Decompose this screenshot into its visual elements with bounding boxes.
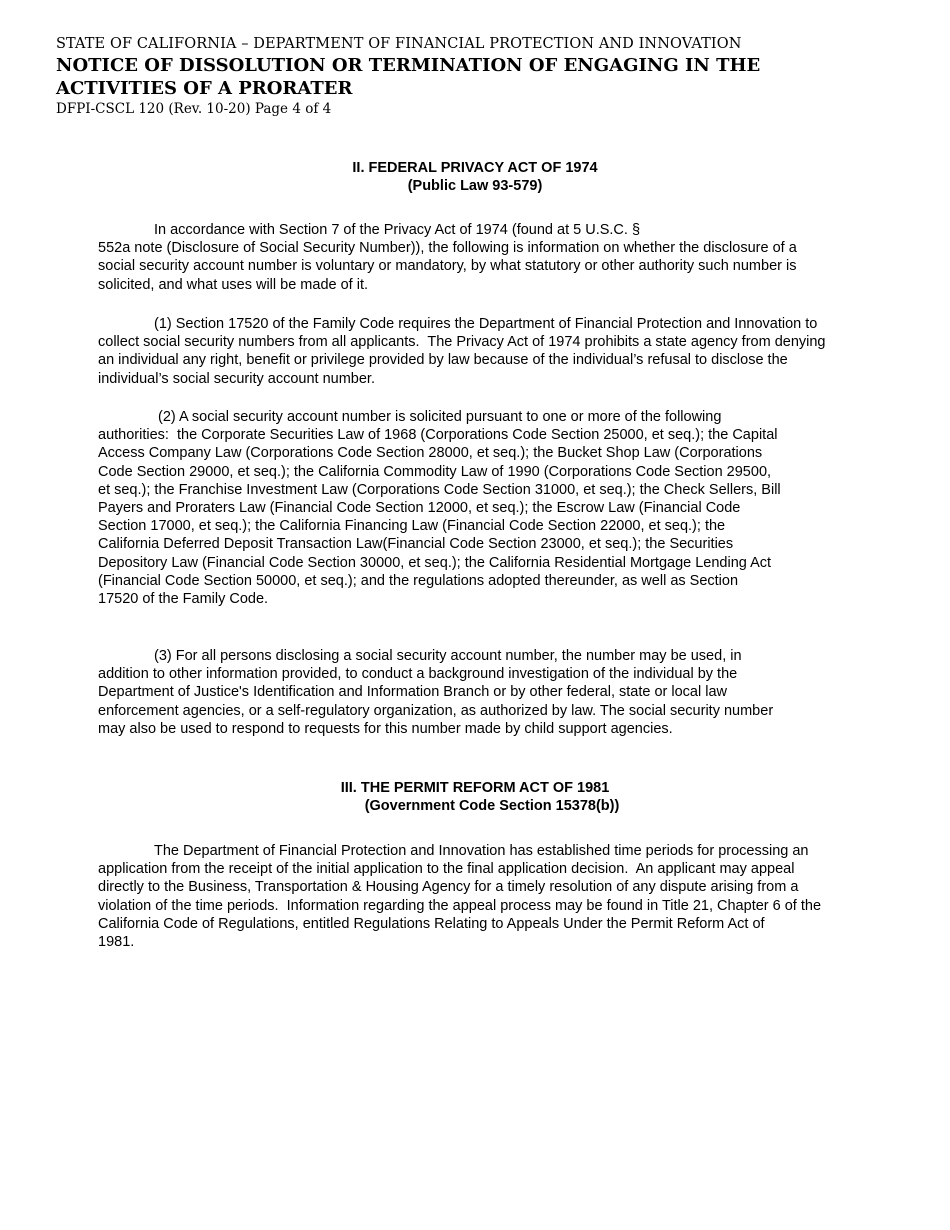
paragraph-line: 1981. <box>98 934 135 951</box>
paragraph-line: violation of the time periods. Information regarding the appeal process may be found in Title 21, Chapter 6 of the <box>98 897 822 914</box>
paragraph-line: The Department of Financial Protection and Innovation has established time periods for processing an <box>154 843 809 859</box>
privacy-act-item-1 <box>98 315 888 388</box>
section-2-title: II. FEDERAL PRIVACY ACT OF 1974 <box>352 160 598 176</box>
paragraph-line: California Code of Regulations, entitled Regulations Relating to Appeals Under the Permit Reform Act of <box>98 915 765 932</box>
paragraph-line: 17520 of the Family Code. <box>98 591 269 608</box>
paragraph-line: In accordance with Section 7 of the Privacy Act of 1974 (found at 5 U.S.C. § <box>154 222 641 238</box>
paragraph-line: directly to the Business, Transportation & Housing Agency for a timely resolution of any dispute arising from a <box>98 879 799 896</box>
paragraph-line: social security account number is voluntary or mandatory, by what statutory or other authority such number is <box>98 258 797 275</box>
section-2-heading <box>0 159 950 195</box>
section-3-subtitle: (Government Code Section 15378(b)) <box>364 798 620 814</box>
paragraph-line: et seq.); the Franchise Investment Law (Corporations Code Section 31000, et seq.); the Check Sellers, Bill <box>98 481 781 498</box>
paragraph-line: Code Section 29000, et seq.); the California Commodity Law of 1990 (Corporations Code Section 29500, <box>98 463 772 480</box>
permit-reform-act-body <box>98 842 888 951</box>
paragraph-line: Access Company Law (Corporations Code Section 28000, et seq.); the Bucket Shop Law (Corporations <box>98 445 763 462</box>
paragraph-line: collect social security numbers from all applicants. The Privacy Act of 1974 prohibits a state agency from denying <box>98 334 826 351</box>
paragraph-line: solicited, and what uses will be made of it. <box>98 276 368 293</box>
privacy-act-item-2 <box>98 408 888 608</box>
paragraph-line: may also be used to respond to requests for this number made by child support agencies. <box>98 720 673 737</box>
paragraph-line: application from the receipt of the initial application to the final application decision. An applicant may appeal <box>98 861 795 878</box>
paragraph-line: (Financial Code Section 50000, et seq.); and the regulations adopted thereunder, as well as Section <box>98 572 739 589</box>
paragraph-line: California Deferred Deposit Transaction Law(Financial Code Section 23000, et seq.); the Securities <box>98 536 734 553</box>
paragraph-line: (2) A social security account number is solicited pursuant to one or more of the following <box>154 409 722 425</box>
section-3-title: III. THE PERMIT REFORM ACT OF 1981 <box>340 780 610 796</box>
paragraph-line: authorities: the Corporate Securities Law of 1968 (Corporations Code Section 25000, et seq.); the Capital <box>98 427 778 444</box>
paragraph-line: individual’s social security account number. <box>98 370 375 387</box>
section-2-subtitle: (Public Law 93-579) <box>407 178 543 194</box>
paragraph-line: an individual any right, benefit or privilege provided by law because of the individual’s refusal to disclose the <box>98 352 788 369</box>
paragraph-line: Section 17000, et seq.); the California Financing Law (Financial Code Section 22000, et seq.); the <box>98 518 726 535</box>
privacy-act-intro <box>98 221 888 294</box>
paragraph-line: 552a note (Disclosure of Social Security Number)), the following is information on whether the disclosure of a <box>98 240 797 257</box>
document-title-line-1: NOTICE OF DISSOLUTION OR TERMINATION OF ENGAGING IN THE <box>56 55 761 76</box>
paragraph-line: Payers and Proraters Law (Financial Code Section 12000, et seq.); the Escrow Law (Financial Code <box>98 500 741 517</box>
paragraph-line: (3) For all persons disclosing a social security account number, the number may be used, in <box>154 648 742 664</box>
paragraph-line: (1) Section 17520 of the Family Code requires the Department of Financial Protection and Innovation to <box>154 316 818 332</box>
privacy-act-item-3 <box>98 647 888 738</box>
paragraph-line: addition to other information provided, to conduct a background investigation of the individual by the <box>98 666 738 683</box>
paragraph-line: enforcement agencies, or a self-regulatory organization, as authorized by law. The social security number <box>98 702 774 719</box>
agency-name: STATE OF CALIFORNIA – DEPARTMENT OF FINANCIAL PROTECTION AND INNOVATION <box>56 36 742 52</box>
document-header <box>56 34 760 118</box>
form-id-page-number: DFPI-CSCL 120 (Rev. 10-20) Page 4 of 4 <box>56 101 332 117</box>
paragraph-line: Depository Law (Financial Code Section 30000, et seq.); the California Residential Mortgage Lending Act <box>98 554 772 571</box>
section-3-heading <box>0 779 950 815</box>
paragraph-line: Department of Justice's Identification and Information Branch or by other federal, state or local law <box>98 684 728 701</box>
document-title-line-2: ACTIVITIES OF A PRORATER <box>56 78 353 99</box>
